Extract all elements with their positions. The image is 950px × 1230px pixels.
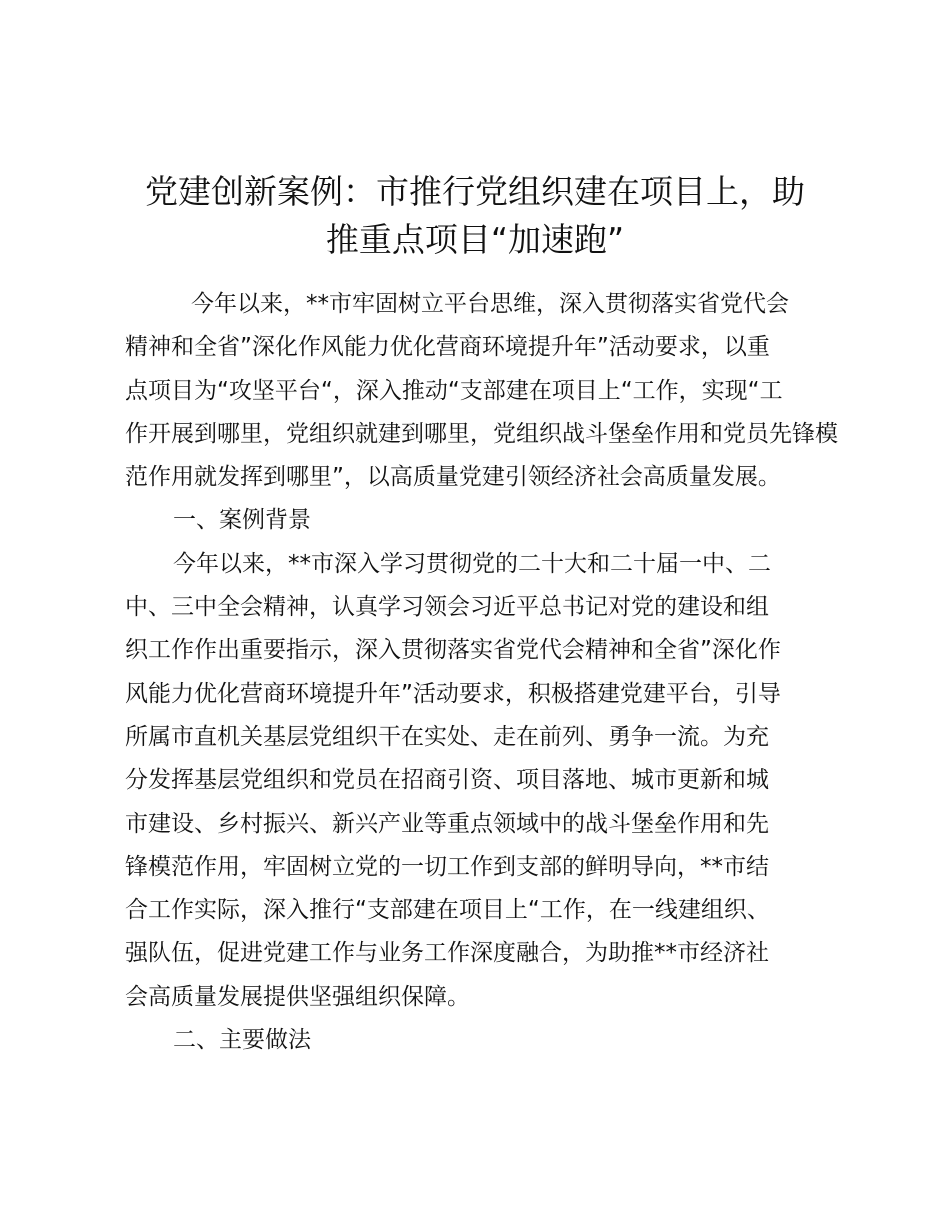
intro-line: 范作用就发挥到哪里”，以高质量党建引领经济社会高质量发展。	[125, 464, 781, 491]
section1-line: 强队伍，促进党建工作与业务工作深度融合，为助推**市经济社	[125, 940, 769, 967]
title-line-1: 党建创新案例：市推行党组织建在项目上，助	[145, 172, 805, 211]
section1-line: 风能力优化营商环境提升年”活动要求，积极搭建党建平台，引导	[125, 680, 781, 707]
document-body	[125, 283, 840, 1062]
section1-line: 织工作作出重要指示，深入贯彻落实省党代会精神和全省”深化作	[125, 637, 781, 664]
section1-line: 所属市直机关基层党组织干在实处、走在前列、勇争一流。为充	[125, 723, 769, 750]
intro-line: 今年以来，**市牢固树立平台思维，深入贯彻落实省党代会	[191, 291, 789, 317]
intro-line: 作开展到哪里，党组织就建到哪里，党组织战斗堡垒作用和党员先锋模	[125, 420, 838, 447]
document-title	[110, 168, 840, 264]
intro-line: 精神和全省”深化作风能力优化营商环境提升年”活动要求，以重	[125, 334, 770, 361]
section1-line: 合工作实际，深入推行“支部建在项目上“工作，在一线建组织、	[125, 897, 770, 924]
section1-line: 市建设、乡村振兴、新兴产业等重点领域中的战斗堡垒作用和先	[125, 810, 769, 837]
section1-line: 分发挥基层党组织和党员在招商引资、项目落地、城市更新和城	[125, 767, 769, 794]
section-heading-background: 一、案例背景	[173, 507, 311, 534]
section1-line: 锋模范作用，牢固树立党的一切工作到支部的鲜明导向，**市结	[125, 853, 769, 880]
section1-line: 今年以来，**市深入学习贯彻党的二十大和二十届一中、二	[173, 550, 771, 577]
title-line-2: 推重点项目“加速跑”	[325, 220, 625, 259]
section-heading-methods: 二、主要做法	[173, 1027, 311, 1054]
section1-line: 会高质量发展提供坚强组织保障。	[125, 983, 470, 1010]
section1-line: 中、三中全会精神，认真学习领会习近平总书记对党的建设和组	[125, 594, 769, 621]
intro-line: 点项目为“攻坚平台“，深入推动“支部建在项目上“工作，实现“工	[125, 377, 783, 404]
